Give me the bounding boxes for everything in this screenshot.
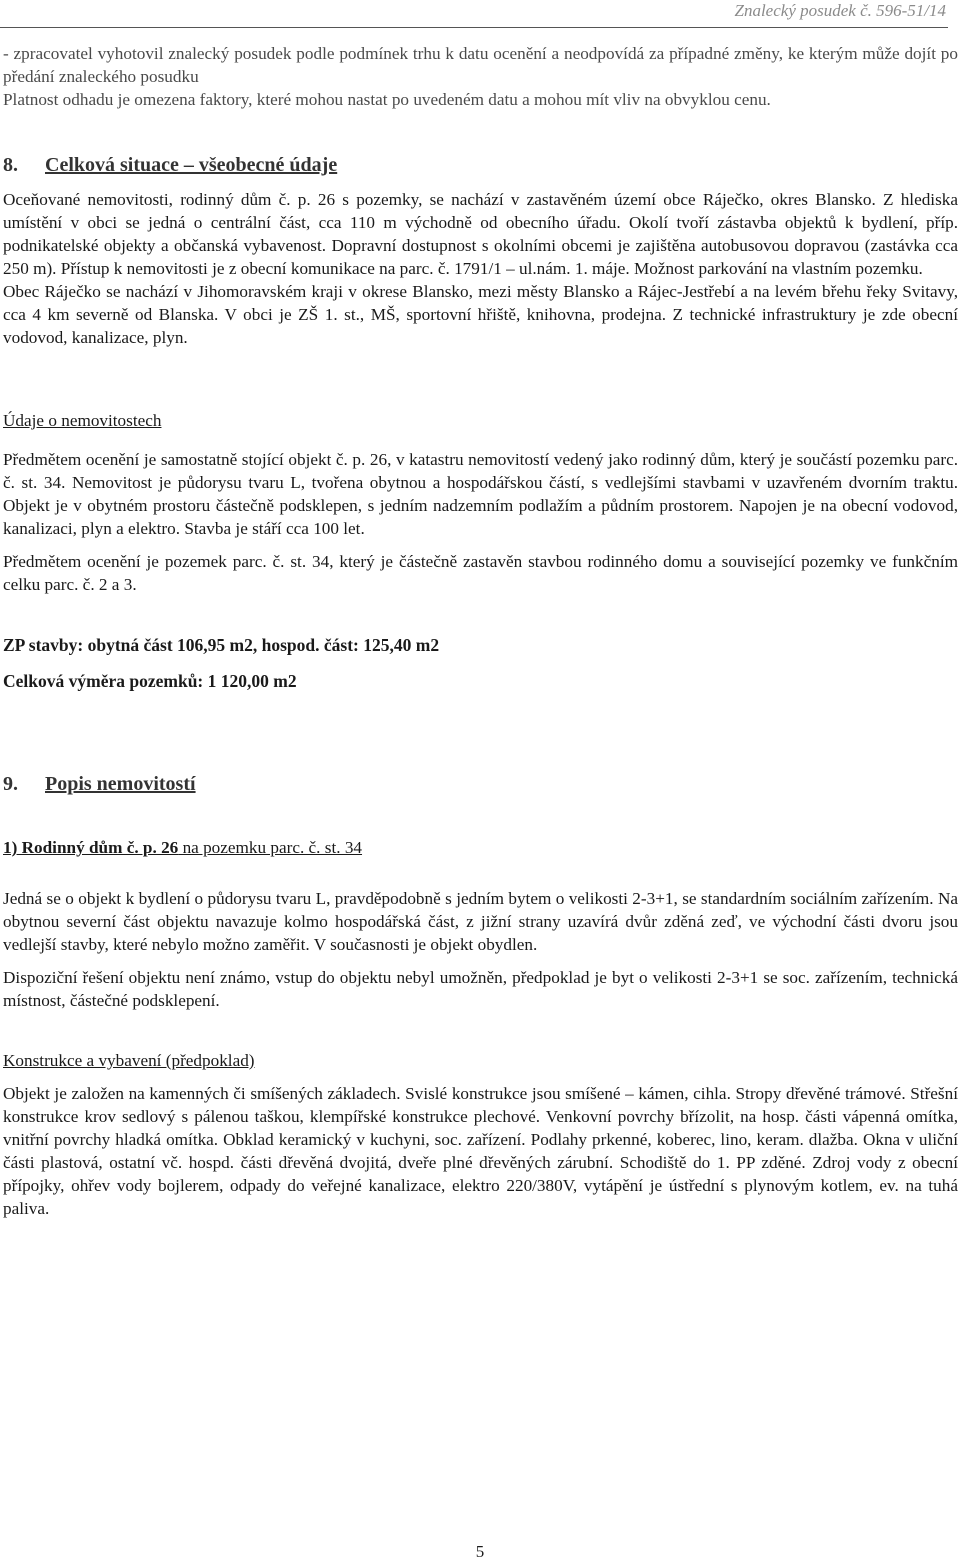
section-9-heading [3,771,958,797]
intro-validity: Platnost odhadu je omezena faktory, které mohou nastat po uvedeném datu a mohou mít vliv na obvyklou cenu. [3,90,771,109]
section-9-title: Popis nemovitostí [45,773,196,795]
page-number: 5 [475,1542,485,1561]
section-8-heading [3,152,958,178]
header-divider [0,27,948,28]
property-info-paragraph-1: Předmětem ocenění je samostatně stojící objekt č. p. 26, v katastru nemovitostí vedený jako rodinný dům, který je součástí pozemku parc. č. st. 34. Nemovitost je půdorysu tvaru L, tvořena obytnou a hospodářskou částí, s vedlejšími stavbami v uzavřeném dvorním traktu. Objekt je v obytném prostoru částečně podsklepen, s jedním nadzemním podlažím a půdním prostorem. Napojen je na obecní vodovod, kanalizaci, plyn a elektro. Stavba je stáří cca 100 let. [3,450,958,538]
document-body [3,42,958,1220]
construction-paragraph: Objekt je založen na kamenných či smíšených základech. Svislé konstrukce jsou smíšené – kámen, cihla. Stropy dřevěné trámové. Střešní konstrukce krov sedlový s pálenou taškou, klempířské konstrukce plechové. Venkovní povrchy břízolit, na hosp. části vápenná omítka, vnitřní povrchy hladká omítka. Obklad keramický v kuchyni, soc. zařízení. Podlahy prkenné, koberec, lino, keram. dlažba. Okna v uliční části plastová, ostatní vč. hospd. části dřevěná dvojitá, dveře plné dřevěných zárubní. Schodiště do 1. PP zděné. Zdroj vody z obecní přípojky, ohřev vody bojlerem, odpady do veřejné kanalizace, elektro 220/380V, vytápění je ústřední s plynovým kotlem, ev. na tuhá paliva. [3,1084,958,1218]
intro-disclaimer: - zpracovatel vyhotovil znalecký posudek podle podmínek trhu k datu ocenění a neodpovídá za případné změny, ke kterým může dojít po předání znaleckého posudku [3,44,958,86]
property-info-paragraph-2: Předmětem ocenění je pozemek parc. č. st. 34, který je částečně zastavěn stavbou rodinného domu a související pozemky ve funkčním celku parc. č. 2 a 3. [3,552,958,594]
construction-heading: Konstrukce a vybavení (předpoklad) [3,1051,255,1070]
item-1-layout-paragraph: Dispoziční řešení objektu není známo, vstup do objektu nebyl umožněn, předpoklad je byt o velikosti 2-3+1 se soc. zařízením, technická místnost, částečné podsklepení. [3,968,958,1010]
section-8-title: Celková situace – všeobecné údaje [45,154,338,176]
item-1-heading-rest: na pozemku parc. č. st. 34 [178,838,363,857]
section-8-municipality-paragraph: Obec Ráječko se nachází v Jihomoravském kraji v okrese Blansko, mezi městy Blansko a Rájec-Jestřebí a na levém břehu řeky Svitavy, cca 4 km severně od Blanska. V obci je ZŠ 1. st., MŠ, sportovní hřiště, knihovna, prodejna. Z technické infrastruktury je zde obecní vodovod, kanalizace, plyn. [3,282,958,347]
property-info-heading: Údaje o nemovitostech [3,411,162,430]
total-land-area-line: Celková výměra pozemků: 1 120,00 m2 [3,671,297,691]
item-1-description-paragraph: Jedná se o objekt k bydlení o půdorysu tvaru L, pravděpodobně s jedním bytem o velikosti 2-3+1, se standardním sociálním zařízením. Na obytnou severní část objektu navazuje kolmo hospodářská část, z jižní strany uzavírá dvůr zděná zeď, ve východní části dvoru jsou vedlejší stavby, které nebylo možno zaměřit. V současnosti je objekt obydlen. [3,889,958,954]
item-1-heading-bold: 1) Rodinný dům č. p. 26 [3,838,179,857]
section-8-number: 8. [3,154,18,176]
built-area-line: ZP stavby: obytná část 106,95 m2, hospod. část: 125,40 m2 [3,635,440,655]
section-9-number: 9. [3,773,18,795]
document-header-title: Znalecký posudek č. 596-51/14 [734,1,946,20]
section-8-location-paragraph: Oceňované nemovitosti, rodinný dům č. p. 26 s pozemky, se nachází v zastavěném území obce Ráječko, okres Blansko. Z hlediska umístění v obci se jedná o centrální část, cca 110 m východně od obecního úřadu. Okolí tvoří zástavba objektů k bydlení, příp. podnikatelské objekty a občanská vybavenost. Dopravní dostupnost s okolními obcemi je zajištěna autobusovou dopravou (zastávka cca 250 m). Přístup k nemovitosti je z obecní komunikace na parc. č. 1791/1 – ul.nám. 1. máje. Možnost parkování na vlastním pozemku. [3,190,958,278]
item-1-heading [3,836,958,859]
